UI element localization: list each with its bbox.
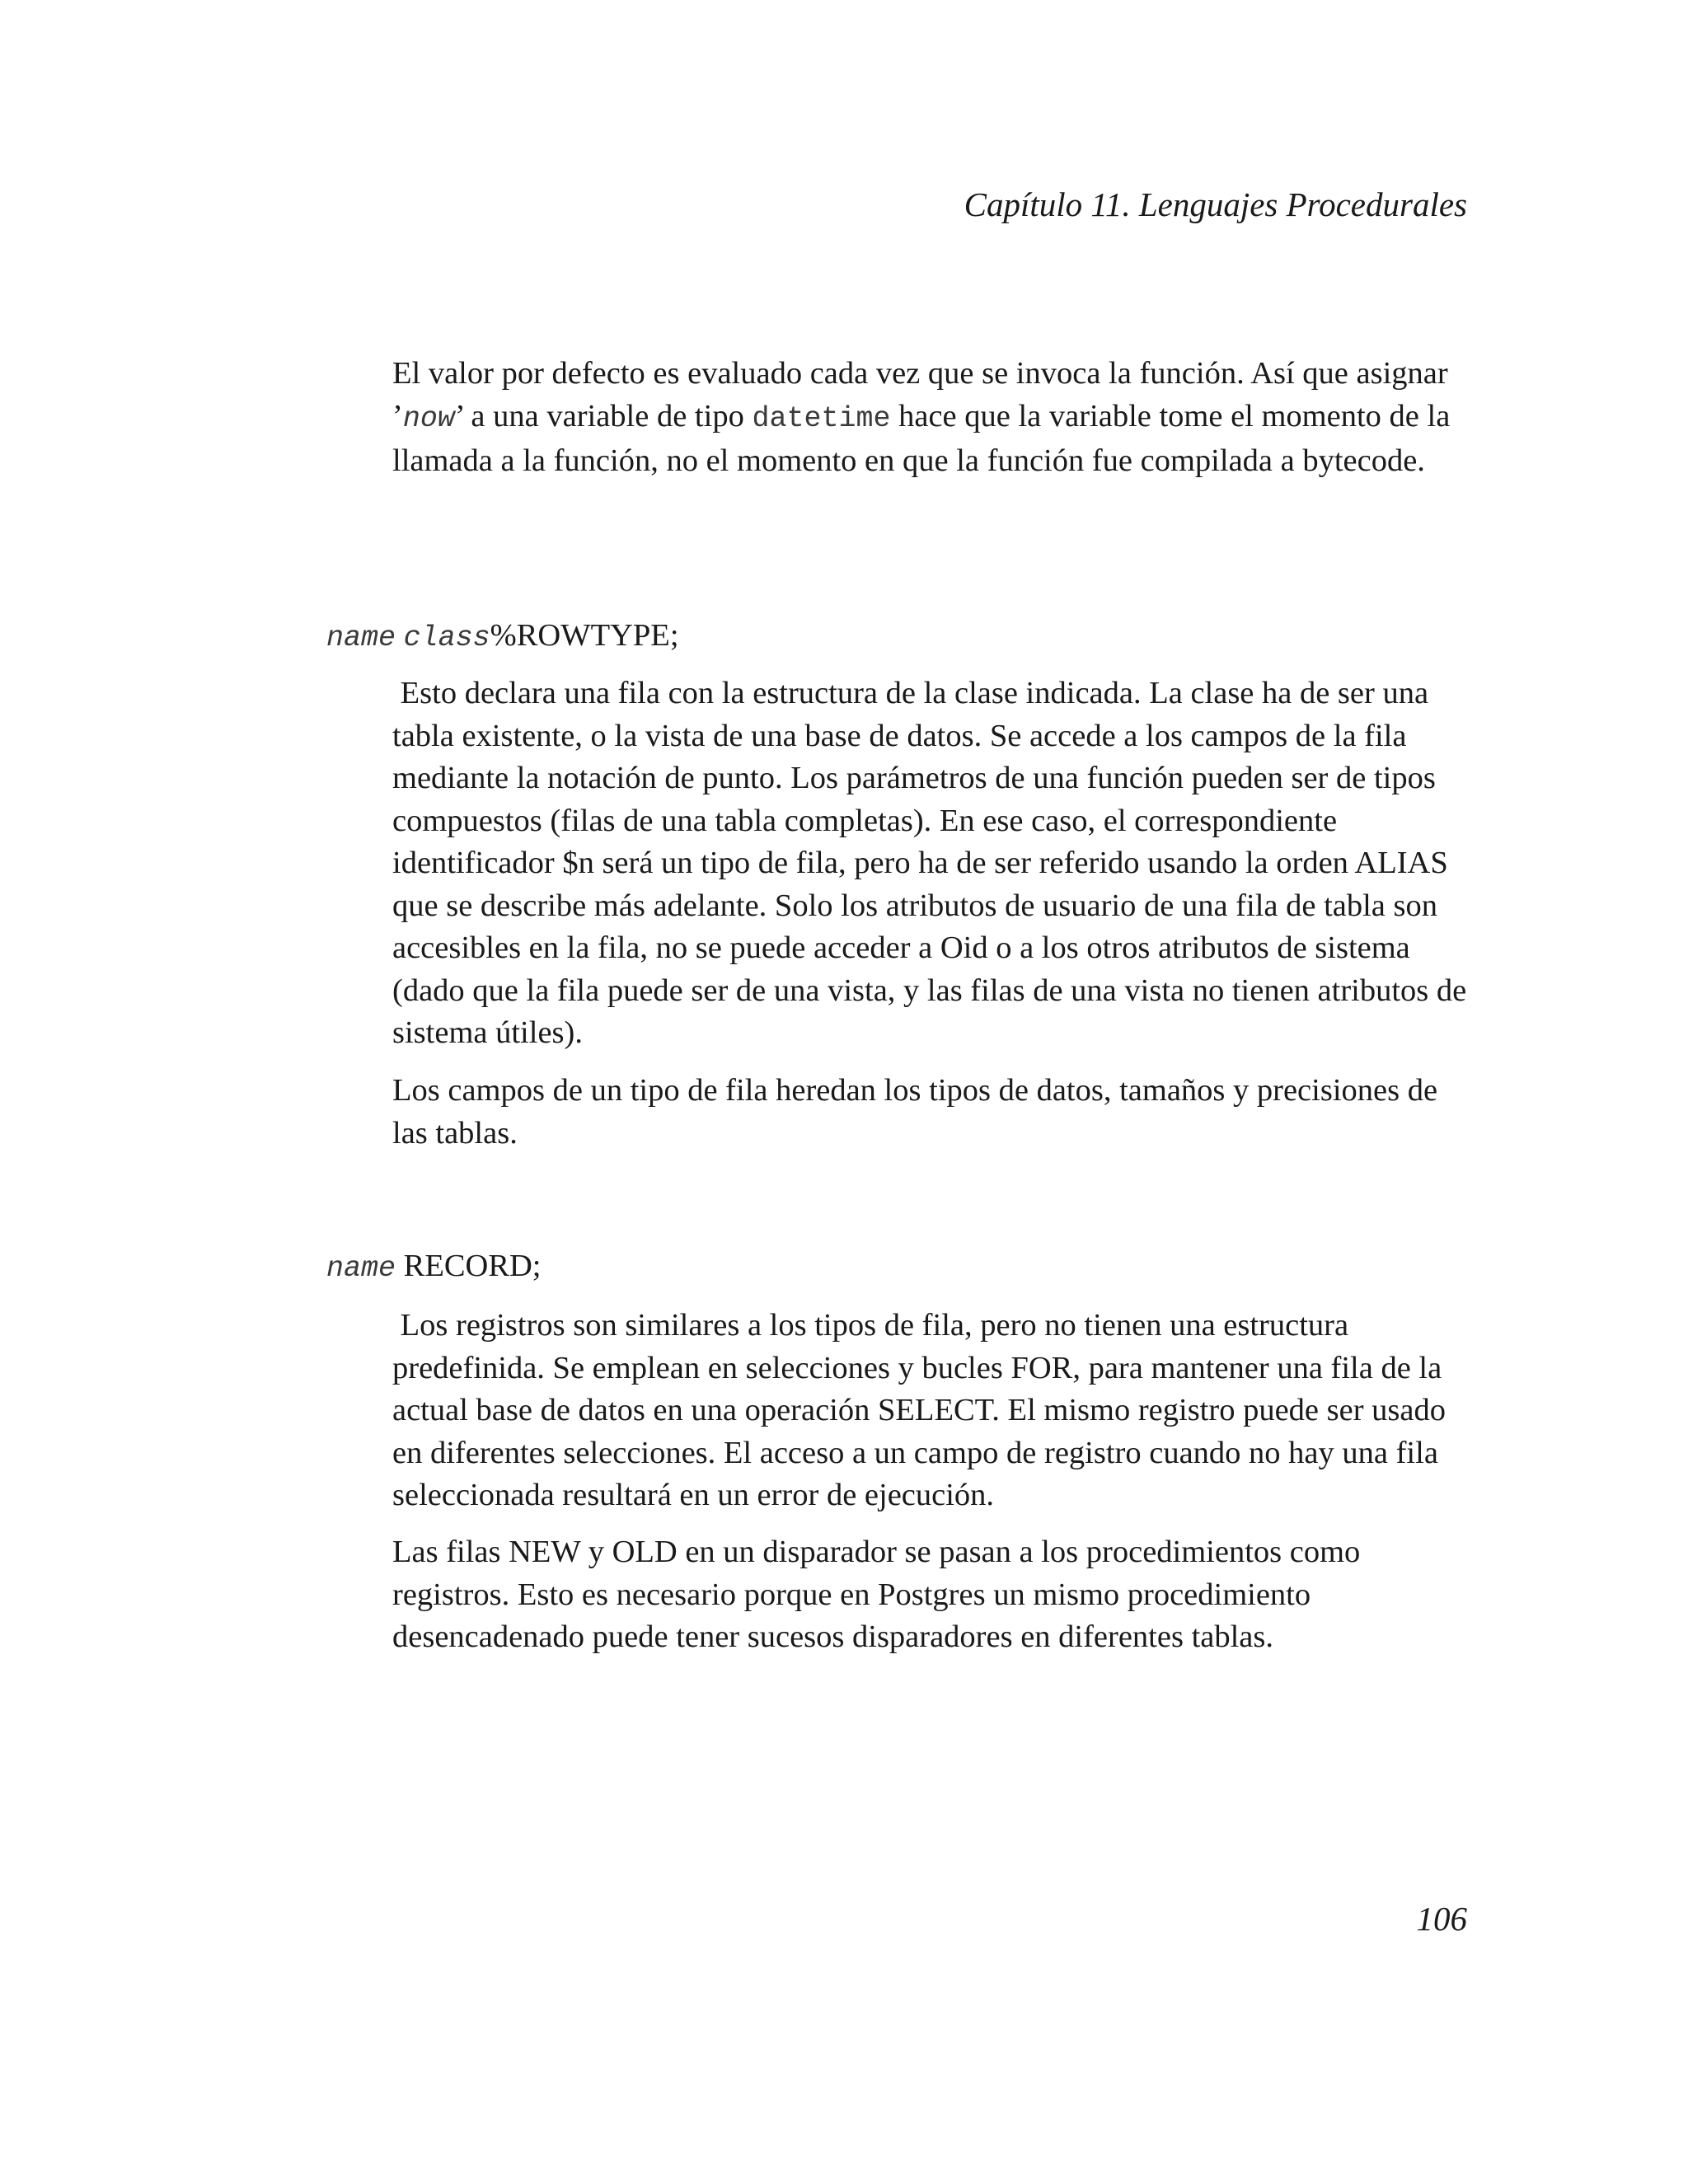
rowtype-description [392,673,1480,1055]
datetime-type: datetime [752,401,891,435]
class-parameter: class [403,621,490,654]
running-header: Capítulo 11. Lenguajes Procedurales [964,185,1467,223]
record-description-text: Los registros son similares a los tipos de fila, pero no tienen una estructura predefinida. Se emplean en selecciones y bucles FOR, para mantener una fila de la actual base de datos en una operación SELECT. El mismo registro puede ser usado en diferentes selecciones. El acceso a un campo de registro cuando no hay una fila seleccionada resultará en un error de ejecución. [392,1308,1446,1512]
record-keyword: RECORD; [403,1249,542,1283]
rowtype-description-text: Esto declara una fila con la estructura de la clase indicada. La clase ha de ser una tabla existente, o la vista de una base de datos. Se accede a los campos de la fila mediante la notación de punto. Los parámetros de una función pueden ser de tipos compuestos (filas de una tabla completas). En ese caso, el correspondiente identificador $n será un tipo de fila, pero ha de ser referido usando la orden ALIAS que se describe más adelante. Solo los atributos de usuario de una fila de tabla son accesibles en la fila, no se puede acceder a Oid o a los otros atributos de sistema (dado que la fila puede ser de una vista, y las filas de una vista no tienen atributos de sistema útiles). [392,676,1467,1050]
default-value-paragraph [392,353,1480,483]
intro-text-start: El valor por defecto es evaluado cada vez que se invoca la función. Así que asignar ’ [392,356,1448,434]
rowtype-note: Los campos de un tipo de fila heredan los tipos de datos, tamaños y precisiones de las tablas. [392,1073,1438,1151]
page-number: 106 [1416,1900,1467,1938]
now-literal: now [402,401,455,435]
record-declaration-term [326,1245,542,1291]
name-parameter: name [326,1252,396,1285]
intro-text-end: hace que la variable tome el momento de la llamada a la función, no el momento en que la función fue compilada a bytecode. [392,398,1451,478]
intro-text-middle: ’ a una variable de tipo [454,398,753,434]
rowtype-declaration-term [326,615,679,660]
rowtype-keyword: %ROWTYPE; [490,618,679,653]
name-parameter: name [326,621,396,654]
record-description [392,1305,1480,1517]
record-note: Las filas NEW y OLD en un disparador se pasan a los procedimientos como registros. Esto es necesario porque en Postgres un mismo procedimiento desencadenado puede tener sucesos disparadores en diferentes tablas. [392,1535,1361,1654]
